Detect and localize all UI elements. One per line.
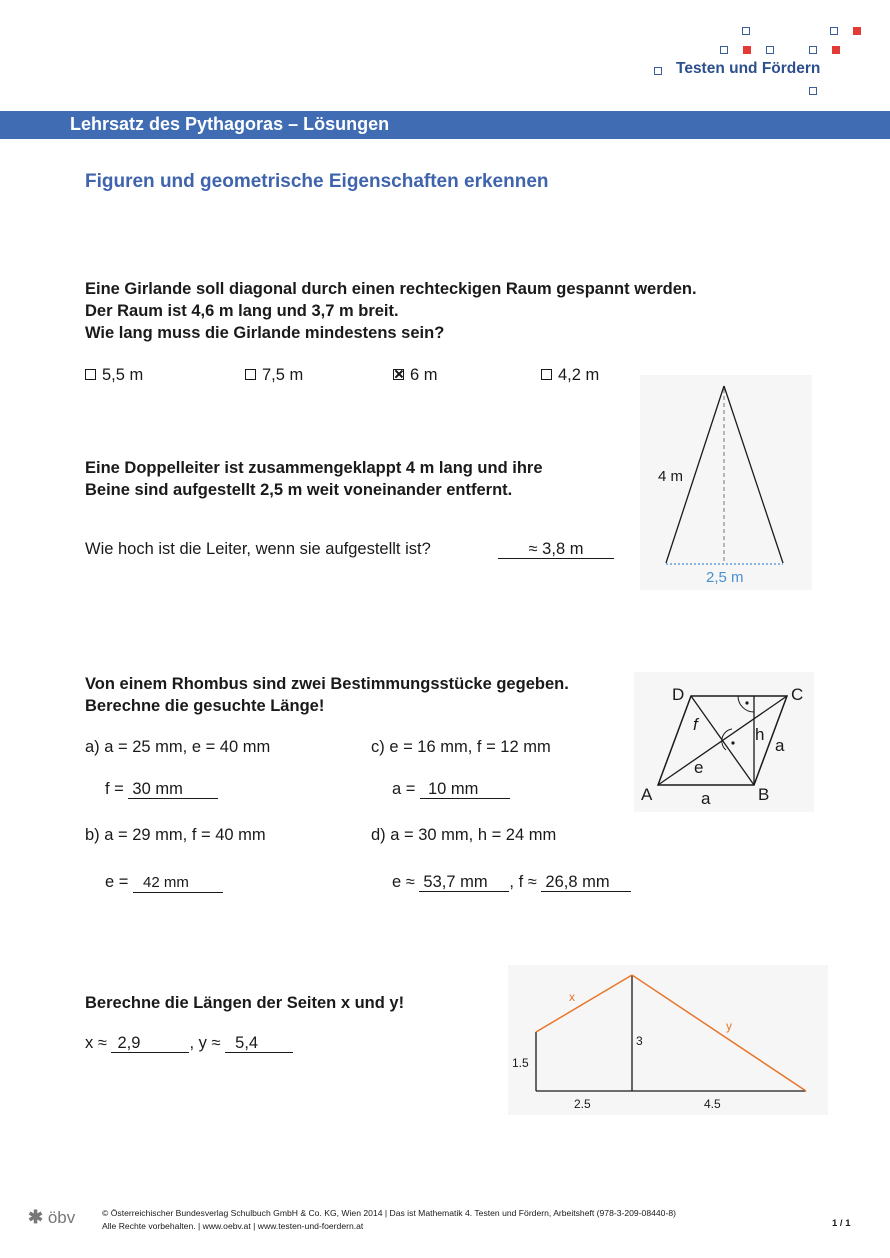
answer-value: 53,7 mm	[419, 873, 509, 892]
checkbox-icon[interactable]	[85, 369, 96, 380]
answer-prefix: , y ≈	[189, 1034, 221, 1052]
logo-square	[853, 27, 861, 35]
label-a-side: a	[775, 736, 785, 755]
checked-checkbox-icon[interactable]	[393, 369, 404, 380]
footer-logo	[28, 1207, 75, 1228]
task3a-given: a) a = 25 mm, e = 40 mm	[85, 738, 271, 756]
answer-prefix: a =	[392, 780, 416, 798]
checkbox-icon[interactable]	[245, 369, 256, 380]
option-1[interactable]	[85, 366, 143, 385]
task3-text	[85, 673, 569, 717]
vertex-a: A	[641, 785, 653, 804]
copyright	[102, 1207, 676, 1233]
logo-square	[809, 87, 817, 95]
option-label: 5,5 m	[102, 366, 144, 384]
answer-prefix: e ≈	[392, 873, 415, 891]
answer-prefix: , f ≈	[509, 873, 537, 891]
page-number: 1 / 1	[832, 1218, 851, 1229]
answer-value: 10 mm	[420, 780, 510, 799]
label-3: 3	[636, 1034, 643, 1048]
task3d-answer	[392, 873, 631, 892]
vertex-b: B	[758, 785, 770, 804]
task2-answer	[498, 540, 614, 559]
logo-square	[766, 46, 774, 54]
answer-prefix: x ≈	[85, 1034, 107, 1052]
task2-line: Beine sind aufgestellt 2,5 m weit voneinander entfernt.	[85, 481, 513, 499]
answer-value: 42 mm	[133, 874, 223, 893]
task1-line: Der Raum ist 4,6 m lang und 3,7 m breit.	[85, 302, 399, 320]
task4-answer	[85, 1034, 293, 1053]
option-4[interactable]	[541, 366, 599, 385]
page-title: Lehrsatz des Pythagoras – Lösungen	[70, 114, 390, 134]
option-label: 6 m	[410, 366, 438, 384]
label-4-5: 4.5	[704, 1097, 721, 1111]
vertex-c: C	[791, 685, 804, 704]
checkbox-icon[interactable]	[541, 369, 552, 380]
option-label: 4,2 m	[558, 366, 600, 384]
label-a-base: a	[701, 789, 711, 808]
option-3[interactable]	[393, 366, 438, 385]
logo-square	[742, 27, 750, 35]
task4-text: Berechne die Längen der Seiten x und y!	[85, 994, 405, 1012]
task3c-answer	[392, 780, 510, 799]
task3-line: Berechne die gesuchte Länge!	[85, 697, 325, 715]
task3b-given: b) a = 29 mm, f = 40 mm	[85, 826, 266, 844]
answer-value: ≈ 3,8 m	[498, 540, 614, 559]
answer-value: 2,9	[111, 1034, 189, 1053]
answer-prefix: e =	[105, 873, 129, 891]
label-f: f	[693, 715, 698, 734]
task3d-given: d) a = 30 mm, h = 24 mm	[371, 826, 557, 844]
option-2[interactable]	[245, 366, 303, 385]
task1-line: Wie lang muss die Girlande mindestens sein?	[85, 324, 445, 342]
logo-square	[743, 46, 751, 54]
trapezoid-figure	[508, 965, 828, 1115]
logo-square	[809, 46, 817, 54]
task1-text	[85, 278, 697, 344]
task2-text	[85, 457, 543, 501]
ladder-figure	[640, 375, 812, 590]
label-1-5: 1.5	[512, 1056, 529, 1070]
copyright-line: Alle Rechte vorbehalten. | www.oebv.at | www.testen-und-foerdern.at	[102, 1221, 364, 1231]
label-e: e	[694, 758, 704, 777]
vertex-d: D	[672, 685, 685, 704]
answer-prefix: f =	[105, 780, 124, 798]
task2-line: Eine Doppelleiter ist zusammengeklappt 4 m lang und ihre	[85, 459, 543, 477]
answer-value: 5,4	[225, 1034, 293, 1053]
rhombus-figure	[634, 672, 814, 812]
base-label: 2,5 m	[706, 569, 744, 586]
logo-text: öbv	[47, 1208, 76, 1227]
label-h: h	[755, 725, 765, 744]
label-y: y	[726, 1019, 732, 1033]
brand-name: Testen und Fördern	[676, 60, 821, 77]
logo-square	[830, 27, 838, 35]
right-angle-dot	[731, 741, 734, 744]
copyright-line: © Österreichischer Bundesverlag Schulbuch GmbH & Co. KG, Wien 2014 | Das ist Mathematik 4. Testen und Fördern, Arbeitsheft (978-3-209-08440-8)	[102, 1208, 676, 1218]
label-x: x	[569, 990, 575, 1004]
logo-square	[654, 67, 662, 75]
task1-line: Eine Girlande soll diagonal durch einen rechteckigen Raum gespannt werden.	[85, 280, 697, 298]
label-2-5: 2.5	[574, 1097, 591, 1111]
asterisk-icon: ✱	[28, 1207, 44, 1227]
task3-line: Von einem Rhombus sind zwei Bestimmungsstücke gegeben.	[85, 675, 569, 693]
option-label: 7,5 m	[262, 366, 304, 384]
answer-value: 30 mm	[128, 780, 218, 799]
side-label: 4 m	[658, 468, 684, 485]
task2-question: Wie hoch ist die Leiter, wenn sie aufgestellt ist?	[85, 540, 431, 558]
section-title: Figuren und geometrische Eigenschaften erkennen	[85, 171, 549, 192]
task3c-given: c) e = 16 mm, f = 12 mm	[371, 738, 551, 756]
right-angle-dot	[745, 701, 748, 704]
answer-value: 26,8 mm	[541, 873, 631, 892]
task3a-answer	[105, 780, 218, 799]
task3b-answer	[105, 873, 223, 893]
figure-background	[508, 965, 828, 1115]
logo-square	[832, 46, 840, 54]
logo-square	[720, 46, 728, 54]
